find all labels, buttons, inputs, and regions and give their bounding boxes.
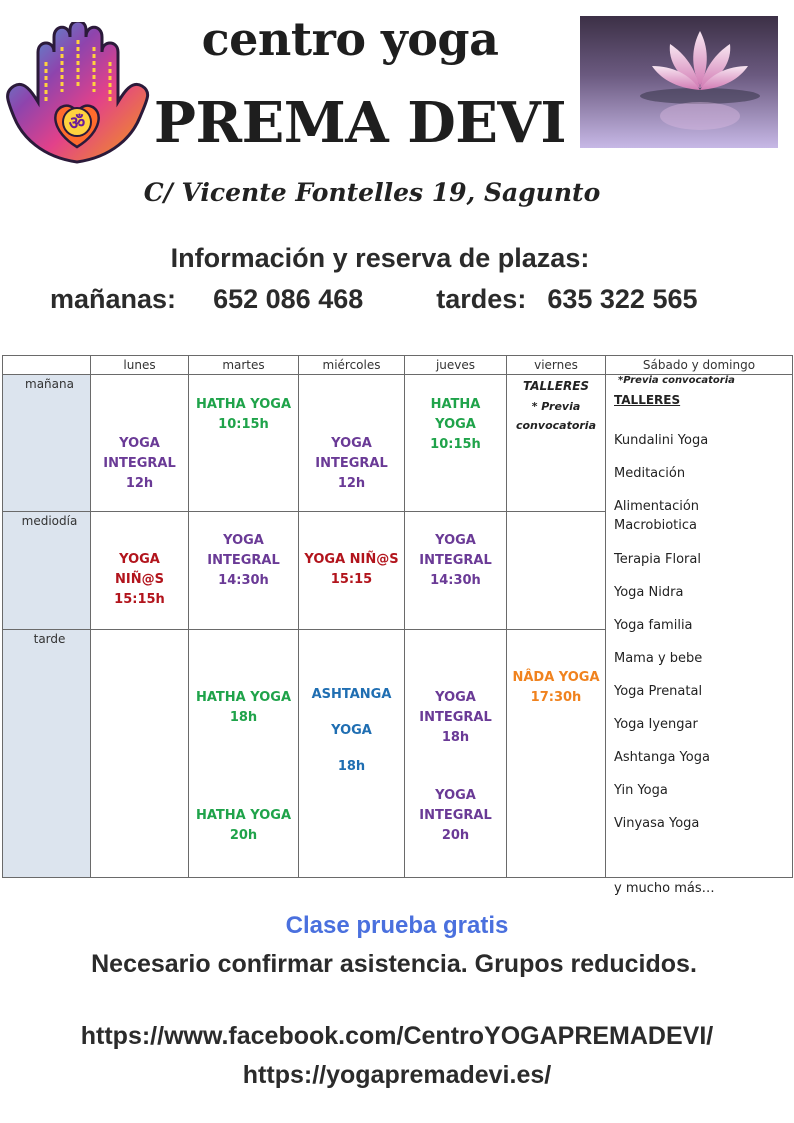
class-name: YOGA — [435, 417, 476, 432]
mornings-label: mañanas: — [50, 284, 177, 314]
class-name: INTEGRAL — [315, 456, 388, 471]
facebook-link[interactable]: https://www.facebook.com/CentroYOGAPREMADEVI/ — [80, 1022, 714, 1050]
weekend-item: Yoga Nidra — [614, 585, 684, 600]
class-time: 15:15 — [330, 572, 373, 587]
weekend-item: Macrobiotica — [614, 518, 697, 533]
class-time: 12h — [337, 476, 366, 491]
weekend-item: Yoga Prenatal — [614, 684, 703, 699]
class-time: 20h — [441, 828, 470, 843]
weekend-item: Alimentación — [614, 499, 700, 514]
weekend-item: Ashtanga Yoga — [614, 750, 710, 765]
class-name: HATHA YOGA — [196, 808, 291, 823]
cell-evening-miercoles — [299, 630, 405, 878]
class-name: YOGA — [223, 533, 264, 548]
weekend-item: Yoga Iyengar — [614, 717, 698, 732]
cell-morning-lunes — [91, 375, 189, 512]
class-time: 17:30h — [530, 690, 582, 705]
day-header: lunes — [91, 356, 189, 375]
title-prema-devi: PREMA DEVI — [153, 90, 567, 156]
title-centro-yoga: centro yoga — [201, 12, 499, 66]
cell-noon-miercoles — [299, 512, 405, 630]
class-name: INTEGRAL — [419, 710, 492, 725]
day-header: miércoles — [299, 356, 405, 375]
weekend-heading: TALLERES — [614, 393, 681, 407]
cell-evening-lunes — [91, 630, 189, 878]
day-header: viernes — [507, 356, 606, 375]
class-time: 18h — [337, 759, 366, 774]
class-time: 14:30h — [218, 573, 269, 588]
class-name: ASHTANGA — [311, 687, 392, 702]
cell-morning-viernes — [507, 375, 606, 512]
class-time: 18h — [229, 710, 258, 725]
class-name: YOGA — [435, 788, 476, 803]
confirm-attendance-note: Necesario confirmar asistencia. Grupos reducidos. — [91, 950, 697, 978]
class-time: 20h — [229, 828, 258, 843]
class-name: HATHA YOGA — [196, 397, 291, 412]
cell-noon-martes — [189, 512, 299, 630]
cell-evening-martes — [189, 630, 299, 878]
class-name: YOGA NIÑ@S — [304, 552, 399, 567]
talleres-note: * Previa convocatoria — [515, 400, 596, 432]
class-name: NÂDA YOGA — [512, 670, 600, 685]
schedule-table — [2, 355, 793, 896]
afternoons-label: tardes: — [436, 284, 527, 314]
cell-noon-lunes — [91, 512, 189, 630]
cell-morning-miercoles — [299, 375, 405, 512]
afternoons-phone[interactable]: 635 322 565 — [547, 284, 698, 314]
class-name: YOGA — [119, 436, 160, 451]
class-name: INTEGRAL — [419, 553, 492, 568]
weekend-note: *Previa convocatoria — [618, 375, 735, 386]
mornings-phone[interactable]: 652 086 468 — [213, 284, 364, 314]
cell-noon-jueves — [405, 512, 507, 630]
weekend-item: Mama y bebe — [614, 651, 703, 666]
cell-morning-jueves — [405, 375, 507, 512]
weekend-item: Meditación — [614, 466, 686, 481]
class-name: YOGA — [331, 436, 372, 451]
cell-noon-viernes — [507, 512, 606, 630]
cell-evening-viernes — [507, 630, 606, 878]
talleres-title: TALLERES — [522, 379, 590, 393]
weekend-item: Yoga familia — [614, 618, 693, 633]
cell-evening-jueves — [405, 630, 507, 878]
class-time: 15:15h — [114, 592, 165, 607]
weekend-item: Vinyasa Yoga — [614, 816, 700, 831]
corner-cell — [3, 356, 91, 375]
day-header: martes — [189, 356, 299, 375]
phone-line — [50, 284, 698, 315]
class-name: HATHA — [430, 397, 481, 412]
hamsa-hand-logo — [2, 22, 152, 167]
om-symbol: ॐ — [68, 113, 86, 134]
weekend-column — [606, 375, 793, 896]
class-time: 18h — [441, 730, 470, 745]
class-name: YOGA — [435, 690, 476, 705]
class-name: YOGA — [119, 552, 160, 567]
class-time: 10:15h — [430, 437, 481, 452]
free-trial-class: Clase prueba gratis — [285, 912, 509, 939]
class-name: YOGA — [435, 533, 476, 548]
period-label: mediodía — [3, 512, 91, 630]
class-name: YOGA — [331, 723, 372, 738]
website-link[interactable]: https://yogapremadevi.es/ — [242, 1061, 552, 1089]
weekend-item: Yin Yoga — [614, 783, 668, 798]
class-time: 12h — [125, 476, 154, 491]
day-header: jueves — [405, 356, 507, 375]
class-time: 14:30h — [430, 573, 481, 588]
weekend-item: Kundalini Yoga — [614, 433, 709, 448]
class-name: INTEGRAL — [207, 553, 280, 568]
class-name: INTEGRAL — [419, 808, 492, 823]
info-heading: Información y reserva de plazas: — [170, 243, 590, 273]
class-time: 10:15h — [218, 417, 269, 432]
day-header: Sábado y domingo — [606, 356, 793, 375]
cell-morning-martes — [189, 375, 299, 512]
address: C/ Vicente Fontelles 19, Sagunto — [143, 178, 601, 207]
class-name: INTEGRAL — [103, 456, 176, 471]
period-label: mañana — [3, 375, 91, 512]
header-row — [3, 356, 793, 375]
weekend-item: y mucho más… — [614, 881, 715, 896]
weekend-item: Terapia Floral — [614, 552, 701, 567]
class-name: HATHA YOGA — [196, 690, 291, 705]
class-name: NIÑ@S — [115, 572, 164, 587]
lotus-flower-image — [580, 16, 778, 148]
period-label: tarde — [3, 630, 91, 878]
row-morning — [3, 375, 793, 512]
